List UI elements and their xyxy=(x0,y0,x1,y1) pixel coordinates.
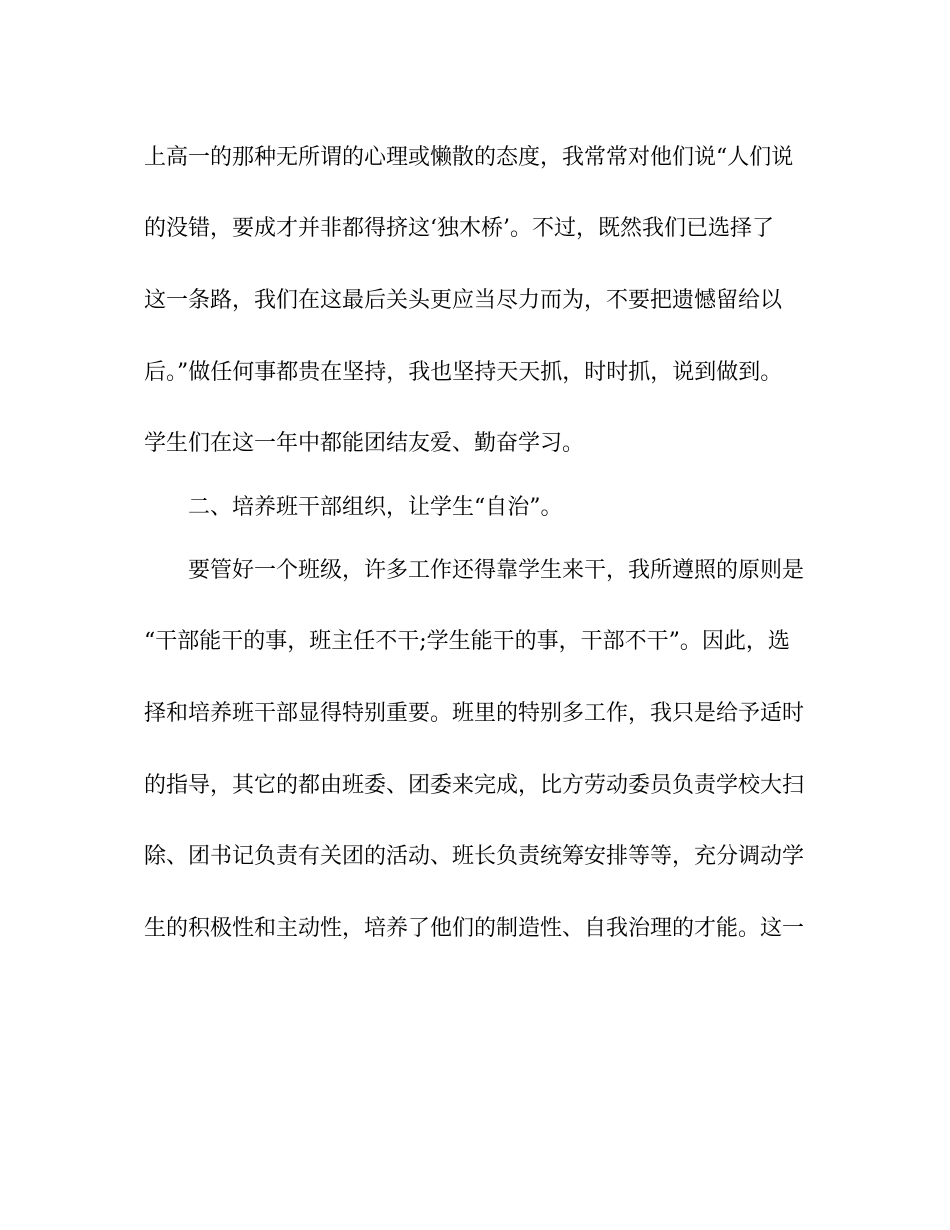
text-line-1: 上高一的那种无所谓的心理或懒散的态度，我常常对他们说“人们说 xyxy=(144,145,794,170)
text-line-2: 的没错，要成才并非都得挤这‘独木桥’。不过，既然我们已选择了 xyxy=(144,216,774,241)
text-line-5: 学生们在这一年中都能团结友爱、勤奋学习。 xyxy=(144,431,585,456)
text-line-8: “干部能干的事，班主任不干;学生能干的事，干部不干”。因此，选 xyxy=(144,629,790,654)
text-line-12: 生的积极性和主动性，培养了他们的制造性、自我治理的才能。这一 xyxy=(144,916,805,941)
text-line-7: 要管好一个班级，许多工作还得靠学生来干，我所遵照的原则是 xyxy=(188,558,805,583)
text-line-9: 择和培养班干部显得特别重要。班里的特别多工作，我只是给予适时 xyxy=(144,701,805,726)
text-line-10: 的指导，其它的都由班委、团委来完成，比方劳动委员负责学校大扫 xyxy=(144,773,805,798)
text-line-11: 除、团书记负责有关团的活动、班长负责统筹安排等等，充分调动学 xyxy=(144,844,805,869)
section-heading: 二、培养班干部组织，让学生“自治”。 xyxy=(188,495,563,520)
text-line-4: 后。”做任何事都贵在坚持，我也坚持天天抓，时时抓，说到做到。 xyxy=(144,360,783,385)
text-line-3: 这一条路，我们在这最后关头更应当尽力而为，不要把遗憾留给以 xyxy=(144,288,783,313)
